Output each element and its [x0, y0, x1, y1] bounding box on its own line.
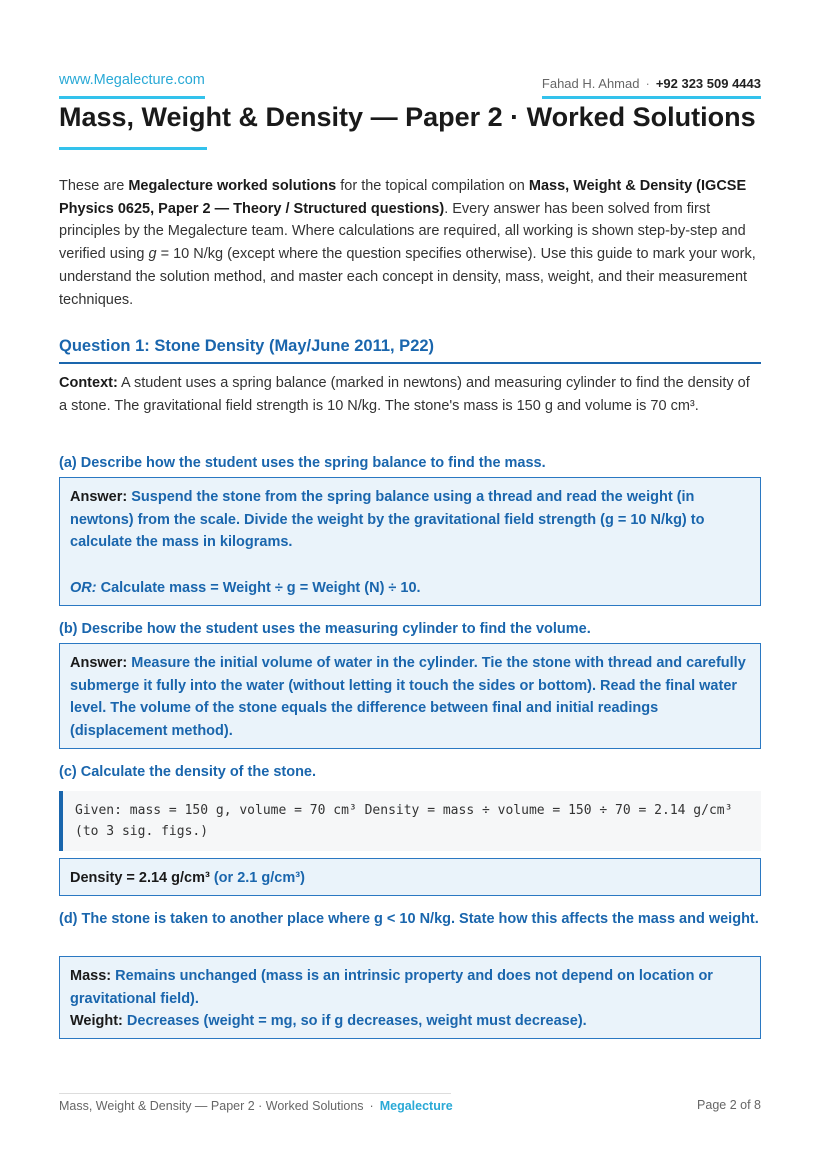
- page-title: Mass, Weight & Density — Paper 2 · Worked Solutions: [59, 102, 756, 132]
- site-url-link[interactable]: www.Megalecture.com: [59, 72, 205, 99]
- author-phone: +92 323 509 4443: [655, 76, 761, 91]
- density-result: Density = 2.14 g/cm³: [70, 870, 210, 886]
- density-result-rounded: (or 2.1 g/cm³): [209, 870, 305, 886]
- answer-1a-text: Answer: Suspend the stone from the spring balance using a thread and read the weight (in newtons) from the scale. Divide the weight by the gravitational field strength (g = 10 N/kg) to calculate the mass in kilograms.: [70, 489, 705, 551]
- answer-1d-mass: Mass: Remains unchanged (mass is an intrinsic property and does not depend on location or gravitational field).: [70, 968, 713, 1007]
- question-1-context: Context: A student uses a spring balance (marked in newtons) and measuring cylinder to find the density of a stone. The gravitational field strength is 10 N/kg. The stone's mass is 150 g and volume is 70 cm³.: [59, 375, 750, 414]
- footer-brand: Megalecture: [379, 1099, 453, 1113]
- question-1d: (d) The stone is taken to another place where g < 10 N/kg. State how this affects the mass and weight.: [59, 911, 759, 927]
- answer-1d-weight: Weight: Decreases (weight = mg, so if g decreases, weight must decrease).: [70, 1013, 587, 1030]
- answer-1d-box: [59, 956, 761, 1039]
- answer-1a-alternative: OR: Calculate mass = Weight ÷ g = Weight (N) ÷ 10.: [70, 579, 421, 596]
- author-name: Fahad H. Ahmad: [541, 76, 640, 91]
- answer-1c-box: [59, 858, 761, 896]
- question-1c: (c) Calculate the density of the stone.: [59, 764, 317, 780]
- title-underline: [59, 147, 207, 150]
- question-1-heading: Question 1: Stone Density (May/June 2011, P22): [59, 337, 761, 364]
- answer-1b-text: Answer: Measure the initial volume of water in the cylinder. Tie the stone with thread and carefully submerge it fully into the water (without letting it touch the sides or bottom). Read the final water level. The volume of the stone equals the difference between final and initial readings (displacement method).: [70, 655, 746, 740]
- intro-paragraph: These are Megalecture worked solutions for the topical compilation on Mass, Weight & Density (IGCSE Physics 0625, Paper 2 — Theory / Structured questions). Every answer has been solved from first principles by the Megalecture team. Where calculations are required, all working is shown step-by-step and verified using g = 10 N/kg (except where the question specifies otherwise). Use this guide to mark your work, understand the solution method, and master each concept in density, mass, weight, and their measurement techniques.: [59, 178, 756, 308]
- contact-separator: ·: [645, 76, 650, 91]
- footer-divider: [59, 1093, 451, 1094]
- answer-1a-box: [59, 477, 761, 606]
- working-code-block: Given: mass = 150 g, volume = 70 cm³ Density = mass ÷ volume = 150 ÷ 70 = 2.14 g/cm³ (to 3 sig. figs.): [59, 791, 761, 851]
- footer-document-title: Mass, Weight & Density — Paper 2 · Worked Solutions · Megalecture: [59, 1099, 453, 1113]
- page-number: Page 2 of 8: [697, 1098, 761, 1112]
- answer-1b-box: [59, 643, 761, 749]
- author-contact: [542, 76, 761, 99]
- question-1a: (a) Describe how the student uses the spring balance to find the mass.: [59, 455, 546, 471]
- question-1b: (b) Describe how the student uses the measuring cylinder to find the volume.: [59, 621, 591, 637]
